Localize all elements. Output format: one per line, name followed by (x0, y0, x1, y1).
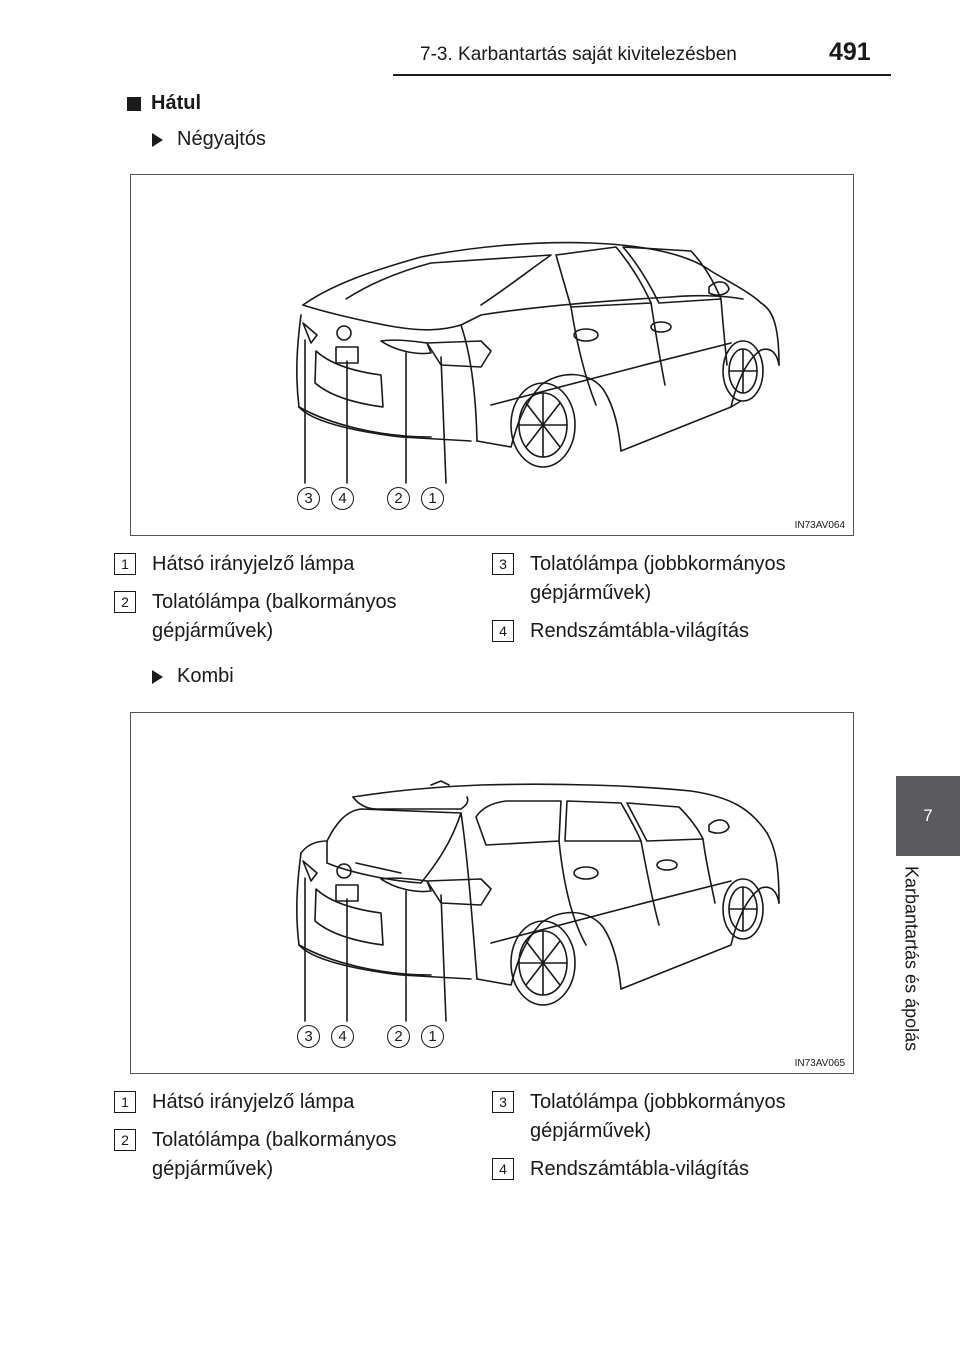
section-heading (127, 92, 201, 115)
callout-marker: 4 (331, 1025, 354, 1048)
wagon-legend-item (492, 1088, 786, 1146)
sedan-callouts (297, 487, 455, 510)
legend-number: 1 (114, 553, 136, 575)
legend-number: 4 (492, 1158, 514, 1180)
chapter-label: Karbantartás és ápolás (901, 866, 922, 1052)
legend-number: 3 (492, 1091, 514, 1113)
sedan-rear-figure (130, 174, 854, 536)
sedan-legend-item (114, 550, 354, 579)
legend-text: Rendszámtábla-világítás (530, 620, 749, 642)
legend-text: Rendszámtábla-világítás (530, 1158, 749, 1180)
legend-number: 3 (492, 553, 514, 575)
wagon-heading-text: Kombi (177, 665, 234, 687)
sedan-heading-text: Négyajtós (177, 128, 266, 150)
callout-marker: 1 (421, 1025, 444, 1048)
legend-text: Tolatólámpa (jobbkormányos gépjárművek) (530, 553, 786, 604)
figure-code: IN73AV064 (794, 520, 845, 531)
legend-number: 2 (114, 591, 136, 613)
header-title: 7-3. Karbantartás saját kivitelezésben (420, 44, 737, 65)
wagon-illustration (131, 713, 853, 1073)
sedan-legend-item (492, 550, 786, 608)
triangle-bullet-icon (152, 133, 163, 147)
legend-number: 2 (114, 1129, 136, 1151)
square-bullet-icon (127, 97, 141, 111)
callout-marker: 4 (331, 487, 354, 510)
legend-text: Tolatólámpa (balkormányos gépjárművek) (152, 1129, 397, 1180)
callout-marker: 2 (387, 1025, 410, 1048)
chapter-tab: 7 (896, 776, 960, 856)
sedan-legend-item (114, 588, 397, 646)
header-rule (393, 74, 891, 76)
sedan-illustration (131, 175, 853, 535)
figure-code: IN73AV065 (794, 1058, 845, 1069)
legend-text: Tolatólámpa (jobbkormányos gépjárművek) (530, 1091, 786, 1142)
legend-number: 4 (492, 620, 514, 642)
callout-marker: 2 (387, 487, 410, 510)
wagon-rear-figure (130, 712, 854, 1074)
sedan-legend-item (492, 617, 749, 646)
wagon-heading (152, 665, 234, 688)
legend-text: Hátsó irányjelző lámpa (152, 553, 355, 575)
callout-marker: 3 (297, 487, 320, 510)
triangle-bullet-icon (152, 670, 163, 684)
legend-number: 1 (114, 1091, 136, 1113)
callout-marker: 3 (297, 1025, 320, 1048)
callout-marker: 1 (421, 487, 444, 510)
wagon-legend-item (114, 1088, 354, 1117)
sedan-heading (152, 128, 266, 151)
legend-text: Hátsó irányjelző lámpa (152, 1091, 355, 1113)
wagon-legend-item (492, 1155, 749, 1184)
page-number: 491 (829, 38, 871, 66)
wagon-legend-item (114, 1126, 397, 1184)
legend-text: Tolatólámpa (balkormányos gépjárművek) (152, 591, 397, 642)
wagon-callouts (297, 1025, 455, 1048)
section-heading-text: Hátul (151, 92, 201, 114)
